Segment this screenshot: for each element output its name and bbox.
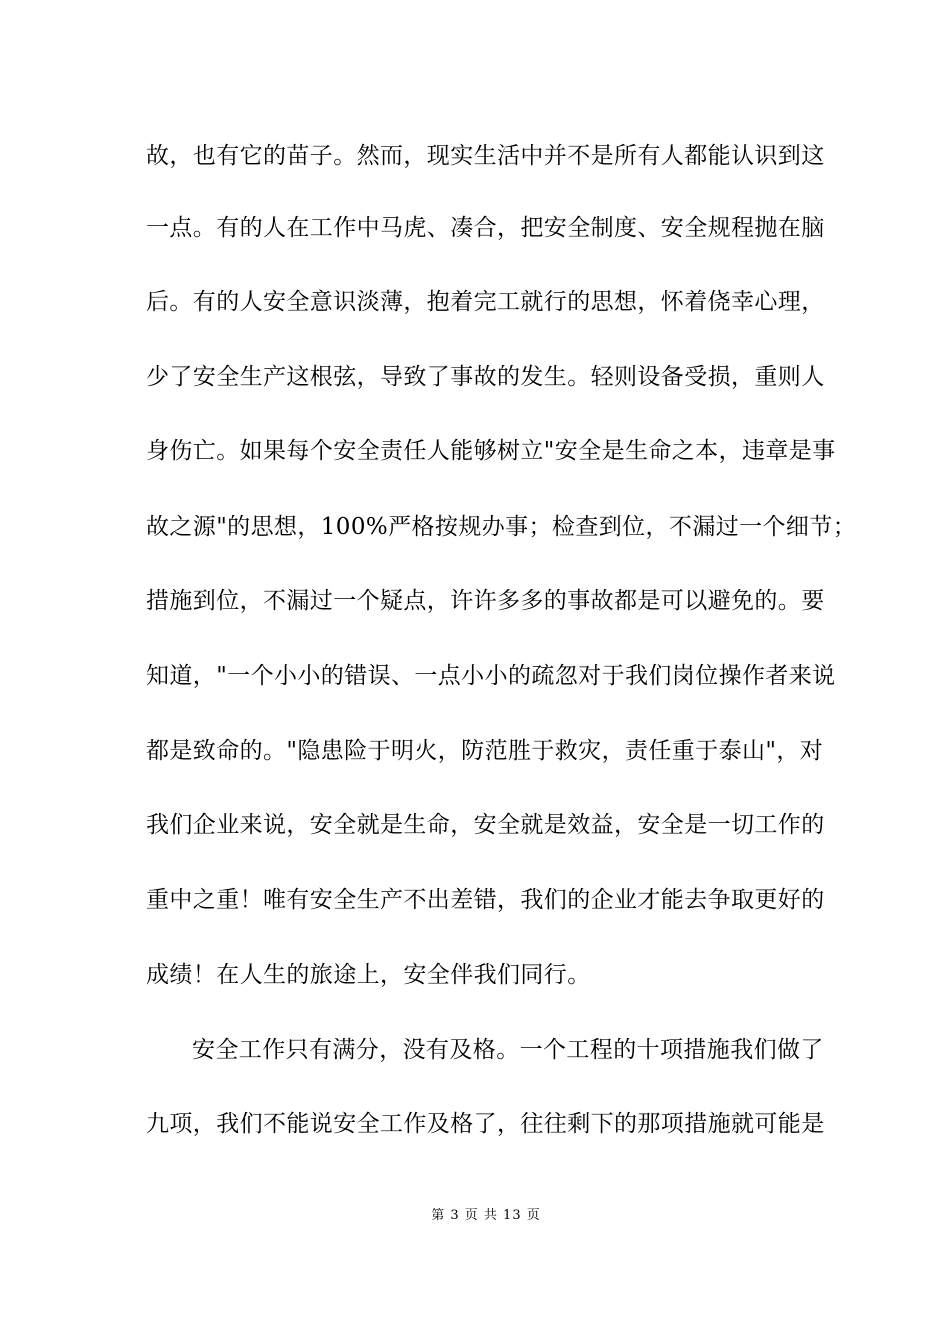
body-text-line: 身伤亡。如果每个安全责任人能够树立"安全是生命之本，违章是事 (146, 438, 836, 464)
body-text-line: 一点。有的人在工作中马虎、凑合，把安全制度、安全规程抛在脑 (146, 215, 825, 241)
page-number-footer: 第 3 页 共 13 页 (431, 1208, 541, 1223)
body-text-line: 故之源"的思想，100%严格按规办事；检查到位，不漏过一个细节； (146, 514, 857, 540)
body-text-line: 少了安全生产这根弦，导致了事故的发生。轻则设备受损，重则人 (146, 364, 825, 390)
body-text-line: 故，也有它的苗子。然而，现实生活中并不是所有人都能认识到这 (146, 143, 825, 169)
body-text-line: 成绩！在人生的旅途上，安全伴我们同行。 (146, 962, 591, 988)
body-text-line: 九项，我们不能说安全工作及格了，往往剩下的那项措施就可能是 (146, 1111, 825, 1137)
body-text-line: 我们企业来说，安全就是生命，安全就是效益，安全是一切工作的 (146, 812, 825, 838)
paragraph-first-line: 安全工作只有满分，没有及格。一个工程的十项措施我们做了 (192, 1037, 824, 1063)
body-text-line: 重中之重！唯有安全生产不出差错，我们的企业才能去争取更好的 (146, 887, 825, 913)
body-text-line: 知道，"一个小小的错误、一点小小的疏忽对于我们岗位操作者来说 (146, 663, 836, 689)
body-text-line: 后。有的人安全意识淡薄，抱着完工就行的思想，怀着侥幸心理， (146, 289, 825, 315)
body-text-line: 措施到位，不漏过一个疑点，许许多多的事故都是可以避免的。要 (146, 588, 825, 614)
body-text-line: 都是致命的。"隐患险于明火，防范胜于救灾，责任重于泰山"，对 (146, 738, 824, 764)
